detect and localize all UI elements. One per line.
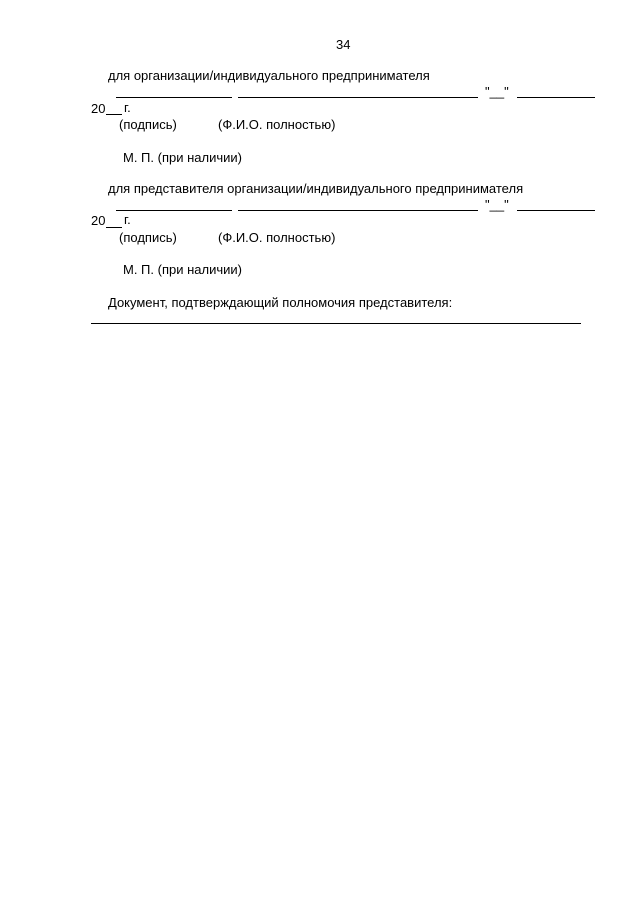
- fio-caption: (Ф.И.О. полностью): [218, 117, 336, 132]
- fio-line: [238, 97, 478, 98]
- page-number: 34: [336, 37, 351, 52]
- date-month-line: [517, 97, 595, 98]
- date-month-line: [517, 210, 595, 211]
- year-suffix: г.: [124, 100, 131, 115]
- signature-caption: (подпись): [119, 117, 177, 132]
- signature-line: [116, 97, 232, 98]
- signature-line: [116, 210, 232, 211]
- seal-note: М. П. (при наличии): [123, 150, 242, 165]
- fio-line: [238, 210, 478, 211]
- year-suffix: г.: [124, 212, 131, 227]
- signature-caption: (подпись): [119, 230, 177, 245]
- authority-line: [91, 323, 581, 324]
- date-day-quote: "__": [485, 197, 509, 212]
- year-prefix: 20: [91, 213, 106, 228]
- authority-label: Документ, подтверждающий полномочия представителя:: [108, 295, 453, 310]
- representative-heading: для представителя организации/индивидуального предпринимателя: [108, 181, 524, 196]
- date-day-quote: "__": [485, 84, 509, 99]
- year-blank-line: [106, 114, 122, 115]
- year-blank-line: [106, 227, 122, 228]
- seal-note: М. П. (при наличии): [123, 262, 242, 277]
- fio-caption: (Ф.И.О. полностью): [218, 230, 336, 245]
- organization-heading: для организации/индивидуального предпринимателя: [108, 68, 430, 83]
- year-prefix: 20: [91, 101, 106, 116]
